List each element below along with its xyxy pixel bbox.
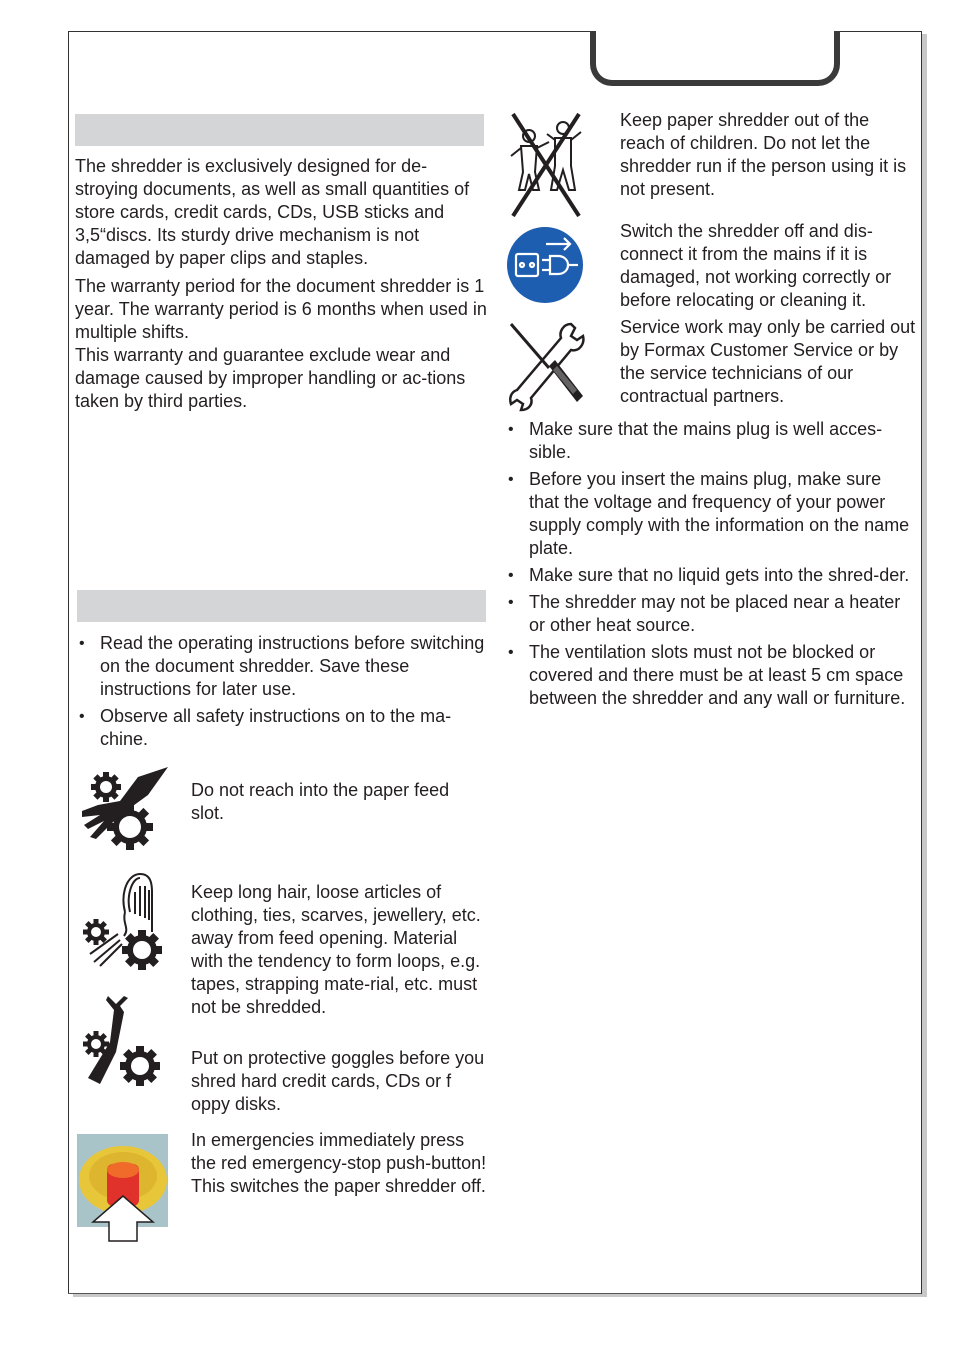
safety-bullet-list: [77, 632, 487, 755]
warning-text-emergency: In emergencies immediately press the red emergency-stop push-button! This switches the paper shredder off.: [191, 1130, 487, 1196]
warning-text-unplug: Switch the shredder off and dis-connect it from the mains if it is damaged, not working correctly or before relocating or cleaning it.: [620, 221, 892, 310]
page-tab: [590, 31, 840, 86]
hair-gears-icon: [80, 872, 165, 972]
warning-text-hair: Keep long hair, loose articles of clothing, ties, scarves, jewellery, etc. away from feed opening. Material with the tendency to form loops, e.g. tapes, strapping mate-rial, etc. must not be shredded.: [191, 882, 481, 1017]
emergency-stop-icon: [77, 1134, 169, 1242]
list-item: • Before you insert the mains plug, make sure that the voltage and frequency of your power supply comply with the information on the name plate.: [506, 468, 911, 560]
list-item: • Make sure that no liquid gets into the shred-der.: [506, 564, 911, 587]
unplug-icon: [506, 226, 584, 304]
no-children-icon: [505, 112, 587, 218]
warning-text-goggles: Put on protective goggles before you shred hard credit cards, CDs or f oppy disks.: [191, 1048, 485, 1114]
list-item: • Read the operating instructions before switching on the document shredder. Save these instructions for later use.: [77, 632, 487, 701]
intended-use-text: [75, 155, 487, 418]
intended-use-paragraph: The shredder is exclusively designed for de-stroying documents, as well as small quantities of store cards, credit cards, CDs, USB sticks and 3,5“discs. Its sturdy drive mechanism is not damaged by paper clips and staples.: [75, 156, 470, 268]
section-header-bar-safety: [77, 590, 486, 622]
warning-text-hand: Do not reach into the paper feed slot.: [191, 780, 450, 823]
warranty-paragraph: The warranty period for the document shredder is 1 year. The warranty period is 6 months when used in multiple shifts. This warranty and guarantee exclude wear and damage caused by improper handling or ac-tions taken by third parties.: [75, 276, 487, 411]
list-item: • The shredder may not be placed near a heater or other heat source.: [506, 591, 911, 637]
tie-gears-icon: [80, 992, 165, 1088]
hand-gears-icon: [78, 765, 170, 857]
warning-text-service: Service work may only be carried out by Formax Customer Service or by the service technicians of our contractual partners.: [620, 317, 916, 406]
warning-text-children: Keep paper shredder out of the reach of children. Do not let the shredder run if the person using it is not present.: [620, 110, 907, 199]
list-item: • The ventilation slots must not be blocked or covered and there must be at least 5 cm space between the shredder and any wall or furniture.: [506, 641, 911, 710]
tools-icon: [505, 320, 587, 412]
section-header-bar-intended-use: [75, 114, 484, 146]
page-bottom-rule: [68, 1293, 921, 1294]
mains-bullet-list: [506, 418, 911, 714]
list-item: • Make sure that the mains plug is well acces-sible.: [506, 418, 911, 464]
list-item: • Observe all safety instructions on to the ma-chine.: [77, 705, 487, 751]
